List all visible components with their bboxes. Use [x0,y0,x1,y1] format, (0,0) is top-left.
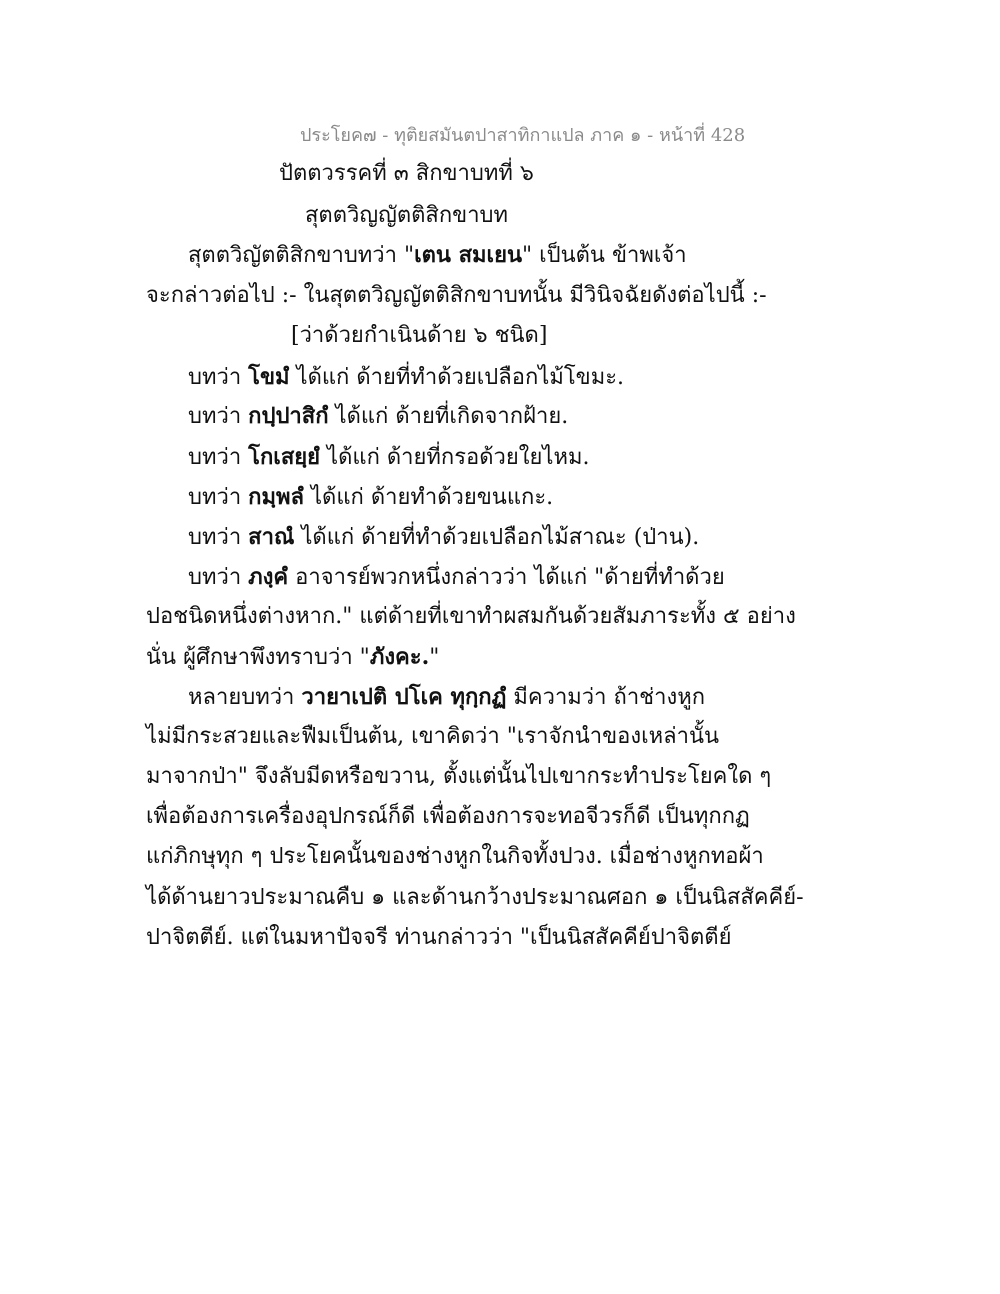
paragraph-line [188,240,687,270]
text-run: บทว่า [188,445,249,470]
pali-term: โขมํ [248,364,290,390]
paragraph-line: มาจากป่า" จึงลับมีดหรือขวาน, ตั้งแต่นั้นไปเขากระทำประโยคใด ๆ [146,764,772,789]
text-run: " เป็นต้น ข้าพเจ้า [522,243,687,268]
text-run: ได้แก่ ด้ายที่ทำด้วยเปลือกไม้โขมะ. [289,365,625,390]
paragraph-line: ปอชนิดหนึ่งต่างหาก." แต่ด้ายที่เขาทำผสมกันด้วยสัมภาระทั้ง ๕ อย่าง [146,604,796,629]
pali-term: ภังคะ. [369,644,430,670]
text-run: บทว่า [188,565,249,590]
text-run: อาจารย์พวกหนึ่งกล่าวว่า ได้แก่ "ด้ายที่ทำด้วย [288,565,725,590]
chapter-heading: ปัตตวรรคที่ ๓ สิกขาบทที่ ๖ [279,161,534,186]
pali-term: วายาเปติ ปโเค ทุกฺกฏํ [301,684,507,710]
text-run: มีความว่า ถ้าช่างหูก [506,685,706,710]
text-run: บทว่า [188,365,249,390]
text-run: ได้แก่ ด้ายที่ทำด้วยเปลือกไม้สาณะ (ป่าน). [294,525,700,550]
pali-term: ภงฺคํ [248,564,289,590]
definition-line [188,562,725,592]
paragraph-line: ไม่มีกระสวยและฟืมเป็นต้น, เขาคิดว่า "เราจักนำของเหล่านั้น [146,724,720,749]
definition-line [188,522,699,552]
page-header: ประโยค๗ - ทุติยสมันตปาสาทิกาแปล ภาค ๑ - หน้าที่ 428 [300,125,746,146]
paragraph-line: ได้ด้านยาวประมาณคืบ ๑ และด้านกว้างประมาณศอก ๑ เป็นนิสสัคคีย์- [146,885,804,910]
paragraph-line: เพื่อต้องการเครื่องอุปกรณ์ก็ดี เพื่อต้องการจะทอจีวรก็ดี เป็นทุกกฏ [146,804,750,829]
paragraph-line [188,682,705,712]
text-run: บทว่า [188,485,249,510]
pali-term: สาณํ [248,524,295,550]
text-run: บทว่า [188,525,249,550]
paragraph-line: แก่ภิกษุทุก ๆ ประโยคนั้นของช่างหูกในกิจทั้งปวง. เมื่อช่างหูกทอผ้า [146,844,764,869]
text-run: หลายบทว่า [188,685,302,710]
paragraph-line: ปาจิตตีย์. แต่ในมหาปัจจรี ท่านกล่าวว่า "เป็นนิสสัคคีย์ปาจิตตีย์ [146,925,732,950]
definition-line [188,401,568,431]
definition-line [188,442,590,472]
text-run: นั่น ผู้ศึกษาพึงทราบว่า " [146,645,370,670]
pali-term: เตน สมเยน [414,242,522,268]
definition-line [188,362,624,392]
text-run: ได้แก่ ด้ายทำด้วยขนแกะ. [303,485,554,510]
text-run: บทว่า [188,404,249,429]
subheading: [ว่าด้วยกำเนินด้าย ๖ ชนิด] [291,323,548,348]
text-run: ได้แก่ ด้ายที่เกิดจากฝ้าย. [328,404,569,429]
definition-line [188,482,553,512]
text-run: " [429,645,440,670]
paragraph-line [146,642,439,672]
pali-term: กปฺปาสิกํ [248,403,329,429]
pali-term: โกเสยฺยํ [248,444,321,470]
paragraph-line: จะกล่าวต่อไป :- ในสุตตวิญญัตติสิกขาบทนั้น มีวินิจฉัยดังต่อไปนี้ :- [146,283,767,308]
text-run: ได้แก่ ด้ายที่กรอด้วยใยไหม. [320,445,590,470]
section-title: สุตตวิญญัตติสิกขาบท [305,203,509,228]
text-run: สุตตวิญัตติสิกขาบทว่า " [188,243,415,268]
pali-term: กมฺพลํ [248,484,304,510]
